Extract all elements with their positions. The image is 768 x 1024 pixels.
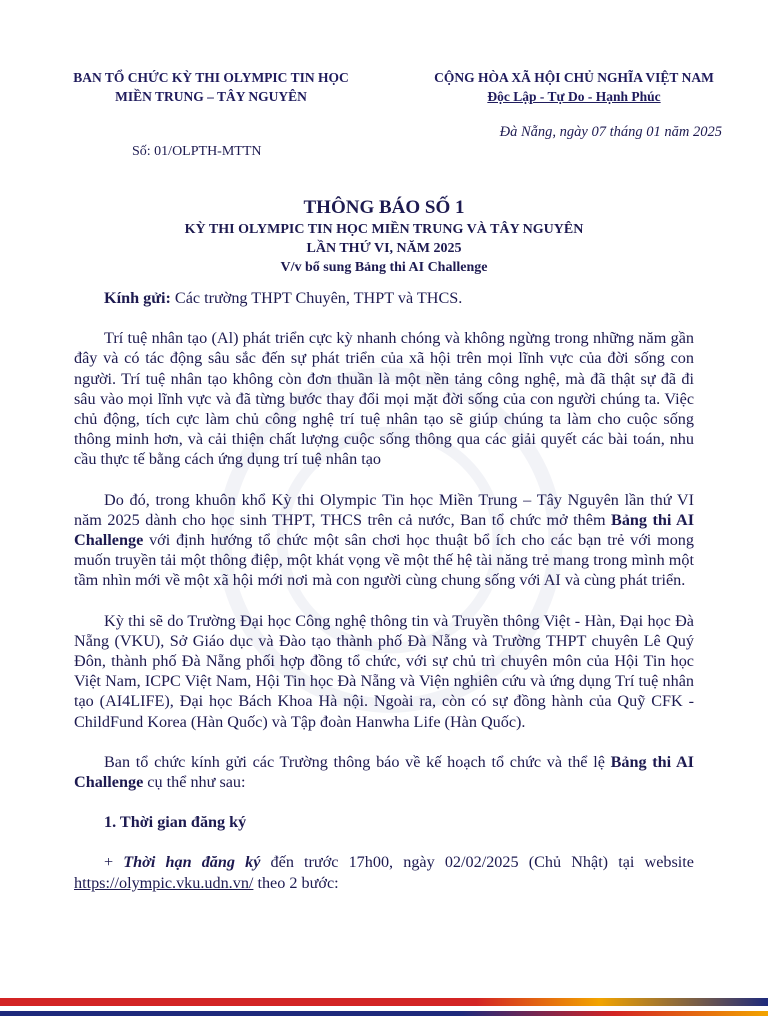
recipient-text: Các trường THPT Chuyên, THPT và THCS.: [170, 289, 463, 307]
deadline-label: Thời hạn đăng ký: [123, 853, 261, 872]
footer-stripe-blue: [0, 1011, 768, 1016]
edition-year: LẦN THỨ VI, NĂM 2025: [306, 241, 462, 256]
competition-name: KỲ THI OLYMPIC TIN HỌC MIỀN TRUNG VÀ TÂY NGUYÊN: [184, 222, 584, 237]
recipient-line: [74, 288, 694, 308]
document-body: [74, 288, 694, 893]
paragraph-ai-challenge-text-2: với định hướng tổ chức một sân chơi học thuật bổ ích cho các bạn trẻ với mong muốn truyền tải một thông điệp, một khát vọng về một thế hệ tài năng trẻ mang trong mình một tầm nhìn mới về một xã hội mới nơi mà con người cùng chung sống với AI và cùng phát triển.: [74, 531, 694, 590]
organizer-header: [52, 68, 370, 106]
recipient-label: Kính gửi:: [104, 289, 171, 307]
notice-subject: V/v bổ sung Bảng thi AI Challenge: [280, 260, 488, 275]
ai-challenge-name-2: Bảng thi AI Challenge: [74, 752, 694, 792]
document-date: Đà Nẵng, ngày 07 tháng 01 năm 2025: [499, 124, 722, 140]
organizer-line-2: MIỀN TRUNG – TÂY NGUYÊN: [115, 89, 307, 104]
paragraph-announcement-text-2: cụ thể như sau:: [143, 773, 246, 792]
ai-challenge-name: Bảng thi AI Challenge: [74, 510, 694, 550]
national-header: [410, 68, 738, 106]
section-registration-heading: 1. Thời gian đăng ký: [104, 813, 247, 832]
document-reference-number: Số: 01/OLPTH-MTTN: [132, 144, 262, 159]
registration-deadline: [74, 852, 694, 892]
notice-title: THÔNG BÁO SỐ 1: [303, 197, 465, 218]
paragraph-announcement: [74, 752, 694, 792]
deadline-text: đến trước 17h00, ngày 02/02/2025 (Chủ Nhật) tại website: [260, 853, 694, 872]
paragraph-ai-challenge: [74, 490, 694, 591]
website-link[interactable]: https://olympic.vku.udn.vn/: [74, 873, 254, 892]
organizer-line-1: BAN TỔ CHỨC KỲ THI OLYMPIC TIN HỌC: [73, 70, 349, 85]
national-title: CỘNG HÒA XÃ HỘI CHỦ NGHĨA VIỆT NAM: [434, 70, 714, 85]
national-motto: Độc Lập - Tự Do - Hạnh Phúc: [487, 89, 661, 104]
notice-title-block: [0, 196, 768, 277]
paragraph-ai-intro: Trí tuệ nhân tạo (Al) phát triển cực kỳ nhanh chóng và không ngừng trong những năm gần đây và có tác động sâu sắc đến sự phát triển của xã hội trên mọi lĩnh vực của đời sống con người. Trí tuệ nhân tạo không còn đơn thuần là một nền tảng công nghệ, mà đã thật sự đã đi sâu vào mọi lĩnh vực và đã từng bước thay đổi mọi mặt đời sống của con người chúng ta. Việc chủ động, tích cực làm chủ công nghệ trí tuệ nhân tạo sẽ giúp chúng ta làm cho cuộc sống thông minh hơn, và cải thiện chất lượng cuộc sống thông qua các giải quyết các bài toán, nhu cầu thực tế bằng cách ứng dụng trí tuệ nhân tạo: [74, 329, 694, 469]
paragraph-organizers: Kỳ thi sẽ do Trường Đại học Công nghệ thông tin và Truyền thông Việt - Hàn, Đại học Đà Nẵng (VKU), Sở Giáo dục và Đào tạo thành phố Đà Nẵng và Trường THPT chuyên Lê Quý Đôn, thành phố Đà Nẵng phối hợp đồng tổ chức, với sự chủ trì chuyên môn của Hội Tin học Việt Nam, ICPC Việt Nam, Hội Tin học Đà Nẵng và Viện nghiên cứu và ứng dụng Trí tuệ nhân tạo (AI4LIFE), Đại học Bách Khoa Hà nội. Ngoài ra, còn có sự đồng hành của Quỹ CFK - ChildFund Korea (Hàn Quốc) và Tập đoàn Hanwha Life (Hàn Quốc).: [74, 611, 694, 731]
bullet-prefix: +: [104, 853, 124, 872]
after-link-text: theo 2 bước:: [253, 873, 339, 892]
footer-stripe-red: [0, 998, 768, 1006]
paragraph-announcement-text-1: Ban tổ chức kính gửi các Trường thông báo về kế hoạch tổ chức và thể lệ: [104, 752, 611, 771]
paragraph-ai-challenge-text-1: Do đó, trong khuôn khổ Kỳ thi Olympic Tin học Miền Trung – Tây Nguyên lần thứ VI năm 2025 dành cho học sinh THPT, THCS trên cả nước, Ban tổ chức mở thêm: [74, 490, 694, 529]
